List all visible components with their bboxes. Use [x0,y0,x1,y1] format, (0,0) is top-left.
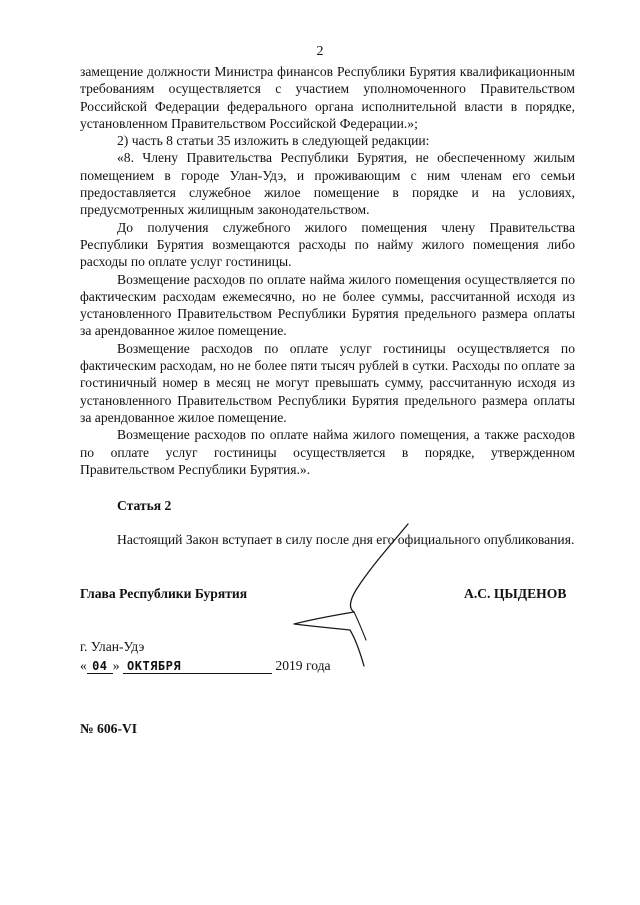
law-body-text [80,63,575,478]
paragraph-hotel-reimbursement: Возмещение расходов по оплате услуг гостиницы осуществляется по фактическим расходам, но не более пяти тысяч рублей в сутки. Расходы по оплате за гостиничный номер в месяц не могут превышать сумму, рассчитанную исходя из установленного Правительством Республики Бурятия предельного размера оплаты за арендованное жилое помещение. [80,340,575,425]
paragraph-amendment-item: 2) часть 8 статьи 35 изложить в следующей редакции: [117,133,430,149]
date-year: 2019 года [275,658,331,673]
paragraph-continuation: замещение должности Министра финансов Республики Бурятия квалификационным требованиям осуществляется с участием уполномоченного Правительством Российской Федерации федерального органа исполнительной власти в порядке, установленном Правительством Российской Федерации.»; [80,64,575,131]
signatory-title: Глава Республики Бурятия [80,586,248,601]
paragraph-part-8: «8. Члену Правительства Республики Бурятия, не обеспеченному жилым помещением в городе Улан-Удэ, и проживающим с ним членам его семьи предоставляется служебное жилое помещение в порядке и на условиях, предусмотренных жилищным законодательством. [80,150,575,218]
paragraph-rent-reimbursement: Возмещение расходов по оплате найма жилого помещения осуществляется по фактическим расходам ежемесячно, но не более суммы, рассчитанной исходя из установленного Правительством Республики Бурятия предельного размера оплаты за арендованное жилое помещение. [80,271,575,339]
signatory-name: А.С. ЦЫДЕНОВ [464,586,567,601]
date-close-quote: » [112,658,120,673]
law-number: № 606-VI [80,721,138,736]
place-of-signing: г. Улан-Удэ [80,639,145,654]
handwritten-signature [270,520,430,670]
date-month: ОКТЯБРЯ [123,659,272,674]
article-heading: Статья 2 [117,498,172,513]
signing-date [80,658,331,674]
page-number: 2 [316,44,324,59]
paragraph-procedure: Возмещение расходов по оплате найма жилого помещения, а также расходов по оплате услуг гостиницы осуществляется в порядке, утвержденном Правительством Республики Бурятия.». [80,427,575,477]
paragraph-reimbursement: До получения служебного жилого помещения члену Правительства Республики Бурятия возмещаются расходы по найму жилого помещения либо расходы по оплате услуг гостиницы. [80,219,575,270]
article-text: Настоящий Закон вступает в силу после дня его официального опубликования. [117,532,575,547]
date-open-quote: « [80,658,87,673]
date-day: 04 [87,659,113,674]
